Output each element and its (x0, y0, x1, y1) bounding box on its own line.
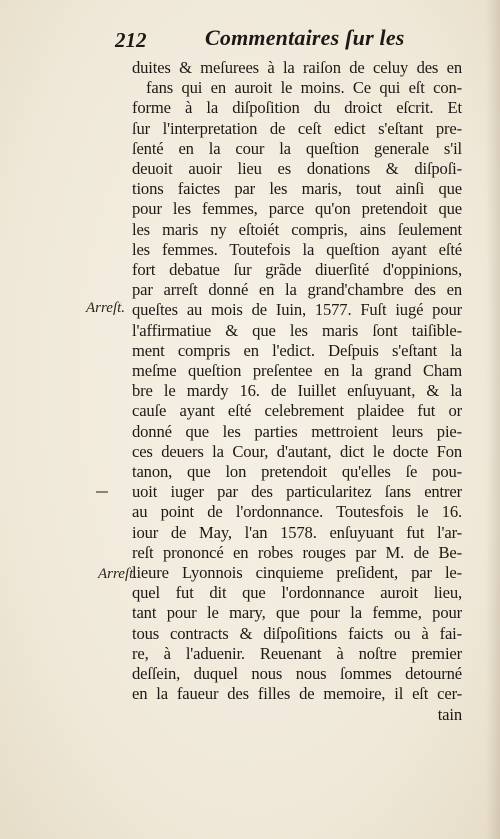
text-line: fans qui en auroit le moins. Ce qui eſt con- (146, 78, 462, 98)
text-line: ſur l'interpretation de ceſt edict s'eſtant pre- (132, 118, 462, 138)
catchword: tain (437, 704, 462, 724)
text-line: par arreſt donné en la grand'chambre des en (132, 280, 462, 300)
text-line: fort debatue ſur grãde diuerſité d'oppinions, (132, 260, 462, 280)
text-line: lieure Lyonnois cinquieme preſident, par le- (132, 563, 462, 583)
text-line: meſme queſtion preſentee en la grand Cham (132, 361, 462, 381)
text-line: iour de May, l'an 1578. enſuyuant fut l'ar- (132, 522, 462, 542)
page-header (115, 22, 405, 52)
text-line: forme à la diſpoſition du droict eſcrit. Et (132, 98, 462, 118)
text-line: quel fut dit que l'ordonnance auroit lieu, (132, 583, 462, 603)
margin-note-arrest-2: Arreſt. (98, 566, 138, 582)
text-line: ſenté en la cour la queſtion generale s'il (132, 138, 462, 158)
margin-note-arrest-1: Arreſt. (86, 300, 126, 316)
text-line: les maris ny eſtoiét compris, ains ſeulement (132, 219, 462, 239)
body-text (132, 58, 462, 725)
text-line: tant pour le mary, que pour la femme, pour (132, 603, 462, 623)
margin-tick-mark (96, 491, 108, 493)
text-line: re, à l'aduenir. Reuenant à noſtre premier (132, 643, 462, 663)
text-line: uoit iuger par des particularitez ſans entrer (132, 482, 462, 502)
text-line: donné que les parties mettroient leurs pie- (132, 421, 462, 441)
text-line: bre le mardy 16. de Iuillet enſuyuant, & la (132, 381, 462, 401)
text-line: queſtes au mois de Iuin, 1577. Fuſt iugé pour (132, 300, 462, 320)
text-line: tanon, que lon pretendoit qu'elles ſe pou- (132, 462, 462, 482)
text-line: pour les femmes, parce qu'on pretendoit que (132, 199, 462, 219)
text-line: au point de l'ordonnance. Toutesfois le 16. (132, 502, 462, 522)
running-head: Commentaires ſur les (205, 25, 405, 50)
text-line: duites & meſurees à la raiſon de celuy des en (132, 58, 462, 77)
page-edge-shadow (486, 0, 500, 839)
text-line: ces deuers la Cour, d'autant, dict le docte Fon (132, 441, 462, 461)
text-line: tions faictes par les maris, tout ainſi que (132, 179, 462, 199)
text-line: deſſein, duquel nous nous ſommes detourné (132, 664, 462, 684)
text-line: deuoit auoir lieu es donations & diſpoſi- (132, 159, 462, 179)
text-line: cauſe ayant eſté celebrement plaidee fut or (132, 401, 462, 421)
text-line: reſt prononcé en robes rouges par M. de Be- (132, 542, 462, 562)
page-number: 212 (115, 28, 147, 52)
text-line: en la faueur des filles de memoire, il eſt cer- (132, 684, 462, 704)
text-line: l'affirmatiue & que les maris ſont taiſible- (132, 320, 462, 340)
text-line: les femmes. Toutefois la queſtion ayant eſté (132, 239, 462, 259)
text-line: ment compris en l'edict. Deſpuis s'eſtant la (132, 340, 462, 360)
text-line: tous contracts & diſpoſitions faicts ou à fai- (132, 623, 462, 643)
